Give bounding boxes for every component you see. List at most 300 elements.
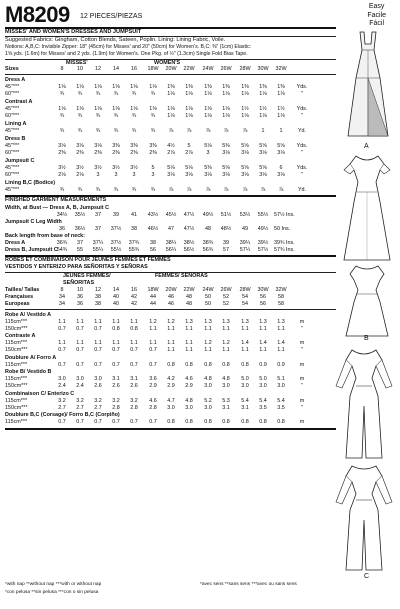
footnote-en: *with nap **without nap ***with or without nap xyxy=(5,582,102,587)
cell-value: 1⅛ xyxy=(222,106,230,112)
view-label-c: C xyxy=(364,573,370,580)
table-row xyxy=(5,333,336,340)
cell-value: 3⅛ xyxy=(241,172,249,178)
cell-value: 2⅞ xyxy=(167,150,175,156)
row-label: Robe B/ Vestido B xyxy=(5,369,52,375)
table-row xyxy=(5,91,336,98)
cell-value: ¾ xyxy=(95,91,101,97)
cell-value: 1⅛ xyxy=(259,91,267,97)
cell-value: 3 xyxy=(96,172,100,178)
table-row xyxy=(5,121,336,128)
cell-value: 0.7 xyxy=(130,419,138,425)
cell-value: 3⅛ xyxy=(204,172,212,178)
cell-value: 1⅛ xyxy=(112,84,120,90)
cell-value: ¾ xyxy=(77,113,83,119)
cell-value: 58 xyxy=(278,294,284,300)
cell-value: 3⅛ xyxy=(222,150,230,156)
cell-value: 1.1 xyxy=(58,318,66,325)
table-row xyxy=(5,219,336,226)
cell-value: 1⅛ xyxy=(130,106,138,112)
cell-value: ¾ xyxy=(150,128,156,134)
cell-value: 1½ xyxy=(259,106,267,112)
cell-value: 0.8 xyxy=(222,361,230,368)
cell-value: 1⅜ xyxy=(241,84,249,90)
cell-value: 5⅜ xyxy=(204,165,212,171)
cell-value: 3.2 xyxy=(76,397,84,404)
sizes-header: Sizes xyxy=(5,66,19,72)
row-label: Dress A xyxy=(5,77,26,83)
cell-value: 24W xyxy=(202,287,214,293)
cell-value: 36 xyxy=(77,301,83,307)
cell-value: 50 Ins. xyxy=(274,226,291,232)
cell-value: 0.7 xyxy=(76,347,84,353)
cell-value: 2⅜ xyxy=(112,150,120,156)
cell-value: 3½ xyxy=(130,165,138,171)
cell-value: 56 xyxy=(260,294,266,300)
cell-value: ¾ xyxy=(131,128,137,134)
cell-value: 58 xyxy=(278,301,284,307)
row-label: Combinaison C/ Enterizo C xyxy=(5,390,75,397)
table-row xyxy=(5,391,336,398)
cell-value: 3.5 xyxy=(277,404,285,411)
table-row xyxy=(5,398,336,405)
cell-value: 5 xyxy=(187,143,191,149)
table-row xyxy=(5,264,336,271)
cell-value: 55¼ xyxy=(92,247,104,253)
cell-value: ¾ xyxy=(77,187,83,193)
row-label: 115cm*** xyxy=(5,340,28,346)
cell-value: 3 xyxy=(151,172,155,178)
cell-value: ¾ xyxy=(113,128,119,134)
cell-value: 2.7 xyxy=(94,404,102,411)
cell-value: 0.7 xyxy=(130,347,138,353)
row-label: Doublure A/ Forro A xyxy=(5,354,57,361)
cell-value: 1⅛ xyxy=(112,106,120,112)
table-row xyxy=(5,294,336,301)
cell-value: 40 xyxy=(113,294,119,300)
cell-value: 1.3 xyxy=(241,318,249,325)
cell-value: 2.4 xyxy=(58,383,66,389)
cell-value: 1⅛ xyxy=(149,106,157,112)
cell-value: 47 xyxy=(168,226,174,232)
table-row xyxy=(5,84,336,91)
group-misses: MISSES' xyxy=(66,60,88,66)
cell-value: 1⅜ xyxy=(259,84,267,90)
table-row xyxy=(5,165,336,172)
cell-value: 3⅛ xyxy=(241,150,249,156)
cell-value: 1.1 xyxy=(112,318,120,325)
cell-value: ¾ xyxy=(95,128,101,134)
cell-value: 1 xyxy=(261,128,265,134)
cell-value: 1⅛ xyxy=(204,113,212,119)
cell-value: 2⅜ xyxy=(149,150,157,156)
cell-value: ⅞ xyxy=(278,187,284,193)
unit-label: " xyxy=(301,325,303,332)
cell-value: ⅞ xyxy=(186,128,192,134)
cell-value: 55¾ xyxy=(128,247,140,253)
cell-value: 42 xyxy=(131,301,137,307)
cell-value: 39¼ xyxy=(239,240,251,246)
cell-value: 0.9 xyxy=(259,361,267,368)
cell-value: 1⅛ xyxy=(222,113,230,119)
unit-label: m xyxy=(299,318,305,325)
dress-a-sketch xyxy=(338,28,398,146)
table-row xyxy=(5,212,336,219)
cell-value: 2.9 xyxy=(185,383,193,389)
divider xyxy=(5,309,336,310)
cell-value: 5.0 xyxy=(241,376,249,382)
cell-value: 4.7 xyxy=(167,397,175,404)
table-row xyxy=(5,412,336,419)
cell-value: 2⅜ xyxy=(76,150,84,156)
cell-value: 49½ xyxy=(202,212,214,218)
cell-value: 1.3 xyxy=(204,318,212,325)
cell-value: 1⅛ xyxy=(241,113,249,119)
row-label: 115cm*** xyxy=(5,318,28,325)
cell-value: 0.7 xyxy=(112,419,120,425)
cell-value: 3.0 xyxy=(204,383,212,389)
cell-value: 1⅛ xyxy=(277,113,285,119)
cell-value: 55½ xyxy=(257,212,269,218)
cell-value: 32W xyxy=(275,287,287,293)
row-label: Jumpsuit C xyxy=(5,158,35,164)
cell-value: 2.9 xyxy=(167,383,175,389)
cell-value: 3⅛ xyxy=(259,150,267,156)
cell-value: 22W xyxy=(183,287,195,293)
cell-value: 0.8 xyxy=(167,361,175,368)
row-label: Robe A/ Vestido A xyxy=(5,311,52,318)
cell-value: 1½ xyxy=(241,106,249,112)
table-row xyxy=(5,257,336,264)
cell-value: 1⅛ xyxy=(241,91,249,97)
table-row xyxy=(5,240,336,247)
cell-value: ⅞ xyxy=(223,128,229,134)
table-row xyxy=(5,99,336,106)
cell-value: 2.6 xyxy=(130,383,138,389)
table-row xyxy=(5,113,336,120)
cell-value: 57¼ xyxy=(239,247,251,253)
cell-value: 30W xyxy=(257,66,269,72)
table-row xyxy=(5,376,336,383)
cell-value: 2.8 xyxy=(130,404,138,411)
table-row xyxy=(5,158,336,165)
cell-value: 0.8 xyxy=(222,419,230,425)
cell-value: 5.4 xyxy=(241,397,249,404)
cell-value: ⅞ xyxy=(205,187,211,193)
cell-value: 0.7 xyxy=(149,347,157,353)
table-row xyxy=(5,77,336,84)
cell-value: 1⅛ xyxy=(58,106,66,112)
table-row xyxy=(5,187,336,194)
cell-value: 34½ xyxy=(56,212,68,218)
cell-value: 0.7 xyxy=(94,361,102,368)
title-fr: ROBES ET COMBINAISON POUR JEUNES FEMMES ET FEMMES xyxy=(5,257,171,263)
cell-value: 0.7 xyxy=(112,347,120,353)
row-label: Lining B,C (Bodice) xyxy=(5,180,56,186)
cell-value: 1.2 xyxy=(204,340,212,346)
cell-value: 5⅝ xyxy=(241,143,249,149)
cell-value: 34 xyxy=(59,301,65,307)
cell-value: 38¾ xyxy=(202,240,214,246)
cell-value: 3 xyxy=(132,172,136,178)
cell-value: 1⅛ xyxy=(277,91,285,97)
cell-value: 1.1 xyxy=(130,340,138,346)
cell-value: 3.0 xyxy=(277,383,285,389)
cell-value: 1.1 xyxy=(204,325,212,332)
cell-value: 10 xyxy=(77,287,83,293)
cell-value: 0.8 xyxy=(167,419,175,425)
cell-value: 20W xyxy=(165,287,177,293)
cell-value: 5.3 xyxy=(222,397,230,404)
row-label: 115cm*** xyxy=(5,376,28,382)
cell-value: 0.8 xyxy=(277,419,285,425)
sizes-eu: Europeas xyxy=(5,301,30,307)
notions-text-1: Notions: A,B,C: Invisible Zipper: 18" (45cm) for Misses' and 20" (50cm) for Women's. B,C: ⅜" (1cm) Elastic: xyxy=(5,44,252,50)
unit-label: " xyxy=(301,150,303,156)
cell-value: 40 xyxy=(113,301,119,307)
cell-value: 3.0 xyxy=(58,376,66,382)
cell-value: 2.7 xyxy=(58,404,66,411)
cell-value: 3⅛ xyxy=(277,172,285,178)
cell-value: 5.4 xyxy=(259,397,267,404)
cell-value: 37¼ xyxy=(92,240,104,246)
table-row xyxy=(5,273,336,280)
cell-value: 1.1 xyxy=(130,318,138,325)
cell-value: 1.1 xyxy=(185,325,193,332)
cell-value: 1⅛ xyxy=(149,84,157,90)
cell-value: 3.2 xyxy=(130,397,138,404)
cell-value: 52 xyxy=(223,301,229,307)
row-label: Lining A xyxy=(5,121,27,127)
cell-value: 2.6 xyxy=(112,383,120,389)
cell-value: 1 xyxy=(279,128,283,134)
cell-value: 56¾ xyxy=(202,247,214,253)
cell-value: ⅞ xyxy=(186,187,192,193)
divider xyxy=(5,428,336,430)
cell-value: 56 xyxy=(260,301,266,307)
cell-value: 3⅜ xyxy=(112,143,120,149)
footnote-fr: *avec sens **sans sens ***avec ou sans sens xyxy=(200,582,297,587)
cell-value: 3⅜ xyxy=(149,143,157,149)
group-femmes: FEMMES/ SEÑORAS xyxy=(155,273,208,279)
cell-value: ¾ xyxy=(113,113,119,119)
cell-value: 36 xyxy=(77,294,83,300)
cell-value: 0.7 xyxy=(94,325,102,332)
cell-value: 3½ xyxy=(58,165,66,171)
table-row xyxy=(5,340,336,347)
jumpsuit-c-sketch-front xyxy=(330,346,398,462)
cell-value: 1⅛ xyxy=(204,91,212,97)
cell-value: 2⅜ xyxy=(58,150,66,156)
cell-value: 1.1 xyxy=(241,325,249,332)
cell-value: 1.3 xyxy=(222,318,230,325)
table-row xyxy=(5,247,336,254)
cell-value: 3.0 xyxy=(167,404,175,411)
cell-value: 5.0 xyxy=(259,376,267,382)
fabrics-text: Suggested Fabrics: Gingham, Cotton Blends, Sateen, Poplin. Lining: Lining Fabric, Voile. xyxy=(5,37,226,43)
group-senoritas: SEÑORITAS xyxy=(63,280,95,286)
cell-value: 5⅝ xyxy=(222,165,230,171)
table-row xyxy=(5,301,336,308)
cell-value: 1⅛ xyxy=(94,106,102,112)
row-label: 45"*** xyxy=(5,143,20,149)
cell-value: 3.2 xyxy=(58,397,66,404)
cell-value: 3⅛ xyxy=(76,143,84,149)
cell-value: 3.0 xyxy=(94,376,102,382)
row-label: 150cm*** xyxy=(5,383,28,389)
cell-value: 1⅛ xyxy=(167,113,175,119)
table-row xyxy=(5,287,336,294)
cell-value: 1.4 xyxy=(277,340,285,346)
footnote-es: *con pelusa **sin pelusa ***con o sin pelusa xyxy=(5,590,99,595)
cell-value: 38¼ xyxy=(165,240,177,246)
cell-value: 5⅝ xyxy=(241,165,249,171)
table-row xyxy=(5,362,336,369)
cell-value: ¾ xyxy=(131,91,137,97)
cell-value: 38 xyxy=(95,301,101,307)
cell-value: 0.8 xyxy=(204,419,212,425)
cell-value: 1.1 xyxy=(185,340,193,346)
cell-value: 1⅛ xyxy=(167,106,175,112)
cell-value: 3.1 xyxy=(241,404,249,411)
cell-value: 5⅛ xyxy=(204,143,212,149)
cell-value: 54 xyxy=(242,301,248,307)
cell-value: 44 xyxy=(150,294,156,300)
cell-value: 56¼ xyxy=(165,247,177,253)
cell-value: 3.0 xyxy=(222,383,230,389)
table-row xyxy=(5,319,336,326)
cell-value: 4.8 xyxy=(222,376,230,382)
piece-count: 12 PIECES/PIEZAS xyxy=(80,13,143,20)
cell-value: 3.5 xyxy=(259,404,267,411)
cell-value: ¾ xyxy=(150,91,156,97)
cell-value: 1.4 xyxy=(259,340,267,346)
cell-value: 30W xyxy=(257,287,269,293)
cell-value: 2⅛ xyxy=(76,172,84,178)
cell-value: 3½ xyxy=(112,165,120,171)
cell-value: 1.1 xyxy=(259,325,267,332)
cell-value: 0.7 xyxy=(58,361,66,368)
row-label: 60"*** xyxy=(5,113,20,119)
cell-value: 0.8 xyxy=(204,361,212,368)
cell-value: 0.7 xyxy=(76,419,84,425)
cell-value: 24W xyxy=(202,66,214,72)
cell-value: 1.1 xyxy=(112,340,120,346)
cell-value: 3.1 xyxy=(130,376,138,382)
cell-value: 0.7 xyxy=(94,419,102,425)
cell-value: 48 xyxy=(186,294,192,300)
cell-value: 1.1 xyxy=(277,347,285,353)
cell-value: 1.3 xyxy=(277,318,285,325)
cell-value: 0.7 xyxy=(76,361,84,368)
cell-value: 57 xyxy=(223,247,229,253)
row-label: Dress A xyxy=(5,240,26,246)
unit-label: Yds. xyxy=(296,106,308,112)
cell-value: 26W xyxy=(220,66,232,72)
table-row xyxy=(5,66,336,73)
cell-value: 1.1 xyxy=(167,325,175,332)
cell-value: 1⅜ xyxy=(277,84,285,90)
cell-value: 1⅜ xyxy=(204,84,212,90)
cell-value: 37 xyxy=(95,212,101,218)
unit-label: " xyxy=(301,383,303,389)
cell-value: 1.3 xyxy=(259,318,267,325)
table-row xyxy=(5,419,336,426)
cell-value: 36¾ xyxy=(56,240,68,246)
cell-value: 38 xyxy=(150,240,156,246)
cell-value: ⅞ xyxy=(223,187,229,193)
cell-value: ⅞ xyxy=(205,128,211,134)
cell-value: 3.0 xyxy=(259,383,267,389)
cell-value: 18W xyxy=(147,287,159,293)
cell-value: 1⅜ xyxy=(222,84,230,90)
cell-value: 1.2 xyxy=(222,340,230,346)
cell-value: 1.2 xyxy=(149,318,157,325)
cell-value: 0.7 xyxy=(76,325,84,332)
cell-value: 0.7 xyxy=(112,361,120,368)
cell-value: 0.8 xyxy=(241,361,249,368)
difficulty-en: Easy xyxy=(368,3,385,10)
cell-value: ¾ xyxy=(113,91,119,97)
row-label: 150cm*** xyxy=(5,325,28,332)
unit-label: m xyxy=(299,376,305,382)
row-label: 115cm*** xyxy=(5,397,28,404)
cell-value: ¾ xyxy=(95,187,101,193)
cell-value: 0.8 xyxy=(241,419,249,425)
cell-value: 38 xyxy=(131,226,137,232)
cell-value: 4.8 xyxy=(204,376,212,382)
unit-label: " xyxy=(301,404,303,411)
cell-value: 1.4 xyxy=(241,340,249,346)
cell-value: 1⅛ xyxy=(259,113,267,119)
cell-value: 0.8 xyxy=(130,325,138,332)
cell-value: 0.7 xyxy=(149,419,157,425)
table-row xyxy=(5,405,336,412)
cell-value: 37½ xyxy=(110,226,122,232)
cell-value: ¾ xyxy=(77,91,83,97)
cell-value: 38½ xyxy=(183,240,195,246)
cell-value: 46½ xyxy=(147,226,159,232)
cell-value: 1.1 xyxy=(76,340,84,346)
cell-value: 50 xyxy=(205,301,211,307)
cell-value: ⅞ xyxy=(242,128,248,134)
cell-value: 3.0 xyxy=(185,404,193,411)
cell-value: 46 xyxy=(168,294,174,300)
cell-value: 1⅛ xyxy=(222,91,230,97)
cell-value: 1.3 xyxy=(185,318,193,325)
row-label: 45"*** xyxy=(5,165,20,171)
divider xyxy=(5,74,336,75)
row-label: Width, at Bust — Dress A, B, Jumpsuit C xyxy=(5,205,109,211)
row-label: Contrast A xyxy=(5,99,33,105)
sizes-header: Tailles/ Tallas xyxy=(5,287,40,293)
cell-value: 37½ xyxy=(110,240,122,246)
cell-value: 28W xyxy=(239,66,251,72)
cell-value: 37¾ xyxy=(128,240,140,246)
cell-value: 54¾ xyxy=(56,247,68,253)
cell-value: 3⅛ xyxy=(185,172,193,178)
cell-value: 1.1 xyxy=(76,318,84,325)
cell-value: 5 xyxy=(151,165,155,171)
row-label: 45"*** xyxy=(5,106,20,112)
cell-value: 48 xyxy=(205,226,211,232)
unit-label: m xyxy=(299,397,305,404)
difficulty-label xyxy=(367,3,386,29)
table-row xyxy=(5,180,336,187)
cell-value: 39 xyxy=(113,212,119,218)
row-label: 60"*** xyxy=(5,172,20,178)
cell-value: 3⅛ xyxy=(222,172,230,178)
